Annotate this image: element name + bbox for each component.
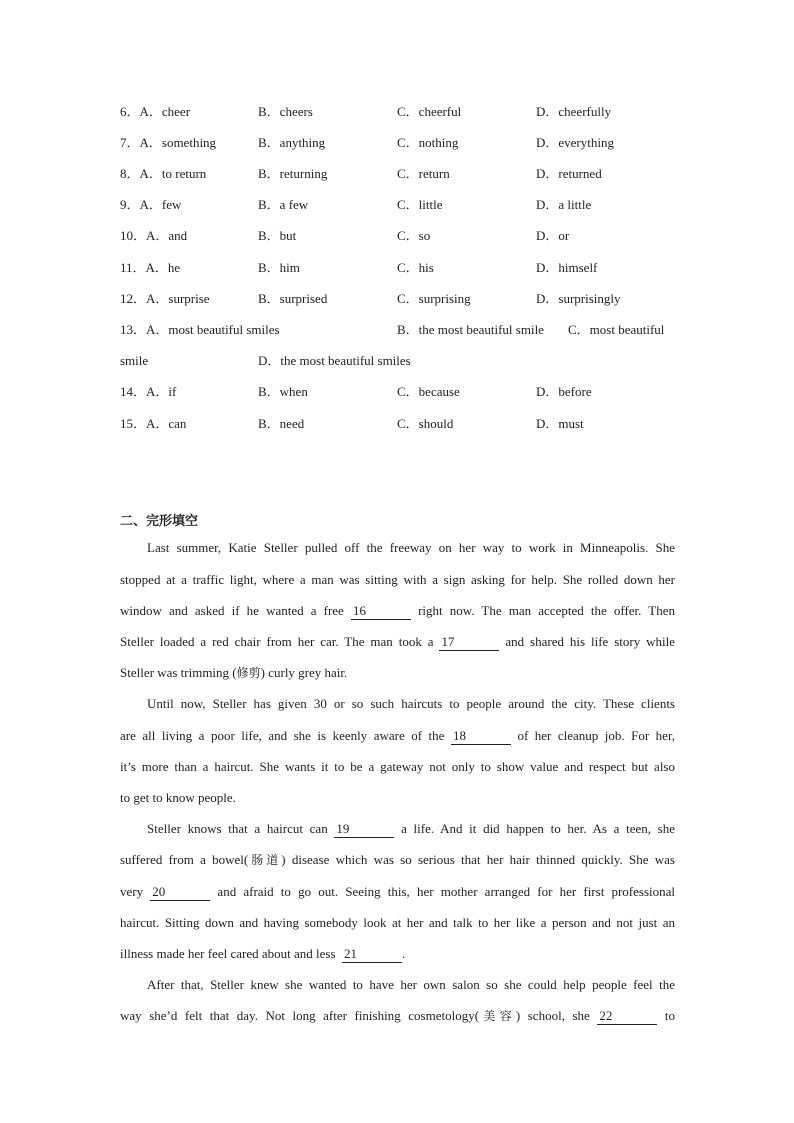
option-a: 13．A．most beautiful smiles [120,322,280,337]
text-segment: right now. The man accepted the offer. Then [418,603,675,618]
question-12-options [120,289,680,309]
option-a: 10．A．and [120,228,188,243]
cjk-gloss: 修剪 [236,666,261,680]
option-d: D．the most beautiful smiles [258,353,411,368]
passage-line [120,944,675,964]
text-segment: Steller knows that a haircut can [147,821,328,836]
option-b: B．but [258,228,297,243]
passage-line [120,601,675,621]
passage-line: After that, Steller knew she wanted to have her own salon so she could help people feel the [147,977,675,992]
text-segment: . [402,946,406,961]
option-c: C．cheerful [397,104,462,119]
text-segment: a life. And it did happen to her. As a teen, she [401,821,676,836]
passage-line: stopped at a traffic light, where a man was sitting with a sign asking for help. She rolled down her [120,572,675,587]
passage-line [120,663,675,683]
text-segment: and shared his life story while [505,634,676,649]
question-9-options [120,195,680,215]
option-b: B．the most beautiful smile [397,322,544,337]
option-d: D．returned [536,166,602,181]
option-a: 11．A．he [120,260,181,275]
question-7-options [120,133,680,153]
text-segment: window and asked if he wanted a free [120,603,344,618]
passage-line [120,632,675,652]
blank-20[interactable]: 20 [150,884,210,901]
passage-line: Until now, Steller has given 30 or so such haircuts to people around the city. These clients [147,696,675,711]
question-13-options-cont [120,351,680,371]
blank-16[interactable]: 16 [351,603,411,620]
option-c: C．so [397,228,431,243]
passage-line [120,850,675,870]
passage-line [147,819,675,839]
text-segment: ) curly grey hair. [260,665,348,680]
question-6-options [120,102,680,122]
question-13-options [120,320,680,340]
question-15-options [120,414,680,434]
option-a: 9．A．few [120,197,182,212]
blank-21[interactable]: 21 [342,946,402,963]
blank-22[interactable]: 22 [597,1008,657,1025]
text-part: way she’d felt that day. Not long after finishing cosmetology( [120,1008,480,1023]
option-d: D．a little [536,197,592,212]
option-c: C．most beautiful [568,322,665,337]
question-10-options [120,226,680,246]
section-title: 二、完形填空 [120,514,199,529]
option-a: 6．A．cheer [120,104,191,119]
option-d: D．surprisingly [536,291,621,306]
passage-line: to get to know people. [120,790,236,805]
text-segment: Steller was trimming ( [120,665,237,680]
passage-line: it’s more than a haircut. She wants it to be a gateway not only to show value and respect but also [120,759,675,774]
option-d: D．himself [536,260,598,275]
passage-line [120,726,675,746]
option-a: 8．A．to return [120,166,207,181]
text-part: ) school, she [515,1008,590,1023]
option-d: D．must [536,416,584,431]
text-segment: suffered from a bowel( [120,852,249,867]
option-b: B．returning [258,166,328,181]
passage-line: haircut. Sitting down and having somebody look at her and talk to her like a person and not just an [120,915,675,930]
option-c: C．should [397,416,454,431]
option-a: 7．A．something [120,135,217,150]
option-d: D．or [536,228,570,243]
blank-18[interactable]: 18 [451,728,511,745]
option-b: B．surprised [258,291,328,306]
text-segment [120,1008,590,1023]
passage-line: Last summer, Katie Steller pulled off the freeway on her way to work in Minneapolis. She [147,540,675,555]
text-segment: ) disease which was so serious that her hair thinned quickly. She was [281,852,675,867]
option-b: B．anything [258,135,326,150]
question-11-options [120,258,680,278]
option-c: C．return [397,166,450,181]
option-b: B．a few [258,197,309,212]
option-b: B．need [258,416,305,431]
text-segment: Steller loaded a red chair from her car. The man took a [120,634,434,649]
option-c: C．his [397,260,434,275]
blank-17[interactable]: 17 [439,634,499,651]
cjk-gloss: 肠道 [248,853,282,867]
question-14-options [120,382,680,402]
option-d: D．everything [536,135,614,150]
option-c: C．because [397,384,460,399]
option-a: 12．A．surprise [120,291,210,306]
option-d: D．cheerfully [536,104,612,119]
option-b: B．cheers [258,104,313,119]
text-segment: very [120,884,144,899]
blank-19[interactable]: 19 [334,821,394,838]
option-c-cont: smile [120,353,149,368]
option-b: B．him [258,260,300,275]
option-c: C．surprising [397,291,471,306]
option-b: B．when [258,384,308,399]
question-8-options [120,164,680,184]
option-c: C．little [397,197,443,212]
passage-line [120,882,675,902]
option-d: D．before [536,384,592,399]
text-segment: of her cleanup job. For her, [517,728,676,743]
text-segment: are all living a poor life, and she is keenly aware of the [120,728,445,743]
option-a: 15．A．can [120,416,187,431]
text-segment: to [664,1008,676,1023]
text-segment: and afraid to go out. Seeing this, her mother arranged for her first professional [217,884,675,899]
text-segment: illness made her feel cared about and less [120,946,336,961]
option-a: 14．A．if [120,384,177,399]
option-c: C．nothing [397,135,459,150]
passage-line [120,1006,675,1026]
cjk-gloss: 美容 [479,1009,516,1023]
